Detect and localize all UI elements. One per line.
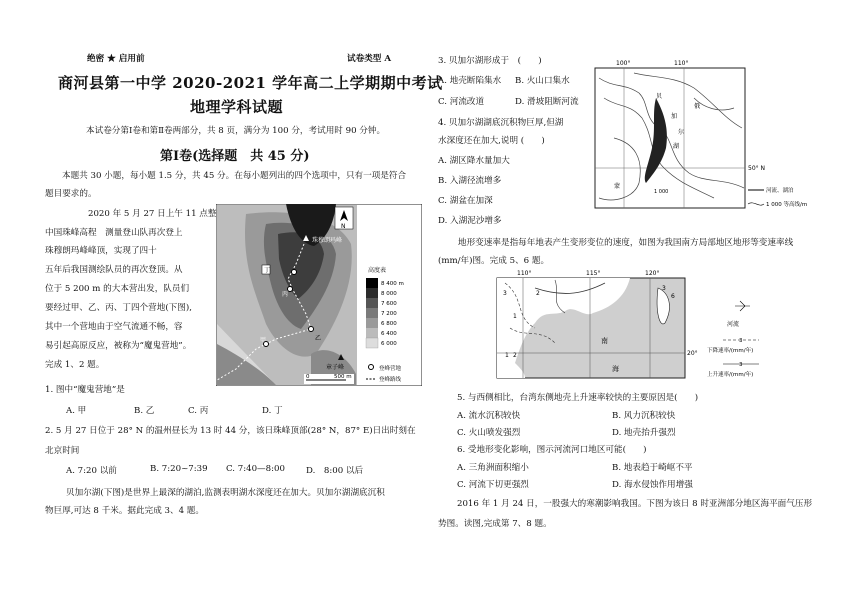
legend-down: 下降速率/(mm/年) [707, 348, 754, 354]
up-val: 3 [739, 362, 743, 368]
lake-label: 加 [671, 113, 678, 120]
deform-map [495, 268, 785, 380]
legend-value: 7 600 [381, 301, 397, 307]
everest-line: 易引起高原反应，被称为“魔鬼营地”。 [45, 341, 192, 351]
q1-option[interactable]: D. 丁 [262, 406, 283, 416]
exam-intro: 本试卷分第Ⅰ卷和第Ⅱ卷两部分，共 8 页，满分为 100 分，考试用时 90 分钟。 [86, 126, 386, 136]
q6-stem: 6. 受地形变化影响，图示河流河口地区可能( ) [457, 445, 647, 455]
lon-label: 115° [586, 270, 601, 277]
q2-stem-2: 北京时间 [45, 446, 80, 456]
down-val: 3 [739, 338, 743, 344]
legend-value: 6 400 [381, 331, 397, 337]
q4-option[interactable]: B. 入湖径流增多 [438, 176, 502, 186]
q2-stem-1: 2. 5 月 27 日位于 28° N 的温州昼长为 13 时 44 分，该日珠峰顶部(28° N，87° E)日出时刻在 [45, 426, 416, 436]
exam-subtitle: 地理学科试题 [190, 98, 284, 116]
q3-option[interactable]: C. 河流改道 [438, 97, 485, 107]
map-num: 2 [536, 290, 540, 297]
q4-stem-2: 水深度还在加大,说明 ( ) [438, 136, 545, 146]
peak-label: 珠穆朗玛峰 [312, 237, 343, 244]
map-num: 2 [513, 352, 517, 359]
q2-option[interactable]: A. 7:20 以前 [66, 466, 117, 476]
legend-title: 高度表 [368, 267, 387, 274]
q6-option[interactable]: D. 海水侵蚀作用增强 [612, 480, 693, 490]
deform-intro-2: (mm/年)图。完成 5、6 题。 [438, 256, 550, 266]
q1-option[interactable]: B. 乙 [134, 406, 155, 416]
lon-label: 110° [517, 270, 532, 277]
secret-label: 绝密 ★ 启用前 [87, 54, 145, 64]
everest-line: 珠穆朗玛峰峰顶，实现了四十 [45, 246, 157, 256]
lake-label: 尔 [678, 129, 685, 136]
legend-value: 6 800 [381, 321, 397, 327]
q3-option[interactable]: B. 火山口集水 [515, 76, 570, 86]
legend-up: 上升速率/(mm/年) [707, 372, 754, 378]
peak2-label: 章子峰 [326, 364, 345, 371]
q4-stem-1: 4. 贝加尔湖湖底沉积物巨厚,但湖 [438, 118, 564, 128]
q6-option[interactable]: A. 三角洲面积缩小 [457, 463, 529, 473]
baikal-intro-1: 贝加尔湖(下图)是世界上最深的湖泊,监测表明湖水深度还在加大。贝加尔湖湖底沉积 [66, 488, 385, 498]
q4-option[interactable]: C. 湖盆在加深 [438, 196, 493, 206]
lon-label: 110° [674, 60, 689, 67]
legend-value: 6 000 [381, 341, 397, 347]
camp-label: 丙 [282, 291, 289, 298]
everest-line: 位于 5 200 m 的大本营出发，队员们 [45, 284, 190, 294]
legend-river: 河流、湖泊 [766, 188, 794, 194]
map-num: 1 [505, 352, 509, 359]
country-label: 俄 [694, 103, 701, 110]
everest-line: 完成 1、2 题。 [45, 360, 105, 370]
q3-option[interactable]: A. 地壳断陷集水 [438, 76, 502, 86]
q5-option[interactable]: D. 地壳抬升强烈 [612, 428, 676, 438]
q2-option[interactable]: C. 7:40—8:00 [226, 464, 285, 474]
q5-option[interactable]: C. 火山喷发强烈 [457, 428, 521, 438]
section-title: 第Ⅰ卷(选择题 共 45 分) [160, 149, 310, 164]
everest-line: 五年后我国测绘队员的再次登顶。从 [45, 265, 183, 275]
sea-label: 南 [601, 337, 608, 345]
section-desc-2: 题目要求的。 [45, 189, 97, 199]
north-label: N [341, 223, 346, 230]
lat-label: 20° [687, 350, 698, 357]
scale-label: 500 m [334, 374, 352, 380]
everest-map [216, 204, 422, 386]
baikal-intro-2: 物巨厚,可达 8 千米。据此完成 3、4 题。 [45, 506, 204, 516]
lon-label: 100° [616, 60, 631, 67]
lake-label: 贝 [656, 93, 663, 100]
legend-value: 8 000 [381, 291, 397, 297]
legend-value: 7 200 [381, 311, 397, 317]
paper-type: 试卷类型 A [347, 54, 392, 64]
q5-option[interactable]: B. 风力沉积较快 [612, 411, 676, 421]
q4-option[interactable]: A. 湖区降水量加大 [438, 156, 510, 166]
q5-option[interactable]: A. 流水沉积较快 [457, 411, 521, 421]
q1-option[interactable]: A. 甲 [66, 406, 87, 416]
map-num: 3 [662, 285, 666, 292]
q6-option[interactable]: B. 地表趋于崎岖不平 [612, 463, 693, 473]
q3-stem: 3. 贝加尔湖形成于 ( ) [438, 56, 542, 66]
camp-label: 甲 [260, 337, 267, 344]
cold-intro-2: 势图。读图,完成第 7、8 题。 [438, 519, 552, 529]
everest-line: 要经过甲、乙、丙、丁四个营地(下图), [45, 303, 192, 313]
q2-option[interactable]: B. 7:20~7:39 [150, 464, 208, 474]
exam-title: 商河县第一中学 2020-2021 学年高二上学期期中考试 [58, 74, 443, 92]
legend-contour: 1 000 等高线/m [766, 202, 808, 208]
contour-label: 1 000 [654, 189, 669, 195]
lon-label: 120° [645, 270, 660, 277]
map-num: 1 [513, 313, 517, 320]
legend-river: 河流 [727, 321, 740, 328]
map-num: 3 [503, 290, 507, 297]
legend-route: 登峰路线 [379, 377, 402, 383]
q1-stem: 1. 图中“魔鬼营地”是 [45, 385, 125, 395]
everest-line: 中国珠峰高程 测量登山队再次登上 [45, 228, 183, 238]
deform-intro-1: 地形变速率是指每年地表产生变形变位的速度，如图为我国南方局部地区地形等变速率线 [458, 238, 794, 248]
everest-line: 2020 年 5 月 27 日上午 11 点整 [88, 209, 217, 219]
section-desc-1: 本题共 30 小题，每小题 1.5 分，共 45 分。在每小题列出的四个选项中，只有一项是符合 [62, 171, 407, 181]
country-label: 蒙 [614, 183, 621, 190]
camp-label: 丁 [264, 267, 271, 274]
q2-option[interactable]: D. 8:00 以后 [306, 466, 364, 476]
lat-label: 50° N [748, 165, 766, 172]
everest-line: 其中一个营地由于空气流通不畅，容 [45, 322, 183, 332]
q3-option[interactable]: D. 滑坡阻断河流 [515, 97, 579, 107]
q6-option[interactable]: C. 河流下切更强烈 [457, 480, 529, 490]
lake-label: 湖 [673, 143, 680, 150]
q4-option[interactable]: D. 入湖泥沙增多 [438, 216, 502, 226]
q1-option[interactable]: C. 丙 [188, 406, 209, 416]
scale-zero: 0 [306, 374, 310, 380]
sea-label: 海 [612, 365, 619, 373]
baikal-map [594, 58, 808, 218]
cold-intro-1: 2016 年 1 月 24 日，一股强大的寒潮影响我国。下图为该日 8 时亚洲部分地区海平面气压形 [457, 499, 813, 509]
map-num: 6 [671, 293, 675, 300]
legend-camp: 登峰营地 [379, 366, 402, 372]
legend-value: 8 400 m [381, 281, 404, 287]
q5-stem: 5. 与西侧相比，台湾东侧地壳上升速率较快的主要原因是( ) [457, 393, 699, 403]
camp-label: 乙 [315, 335, 322, 342]
